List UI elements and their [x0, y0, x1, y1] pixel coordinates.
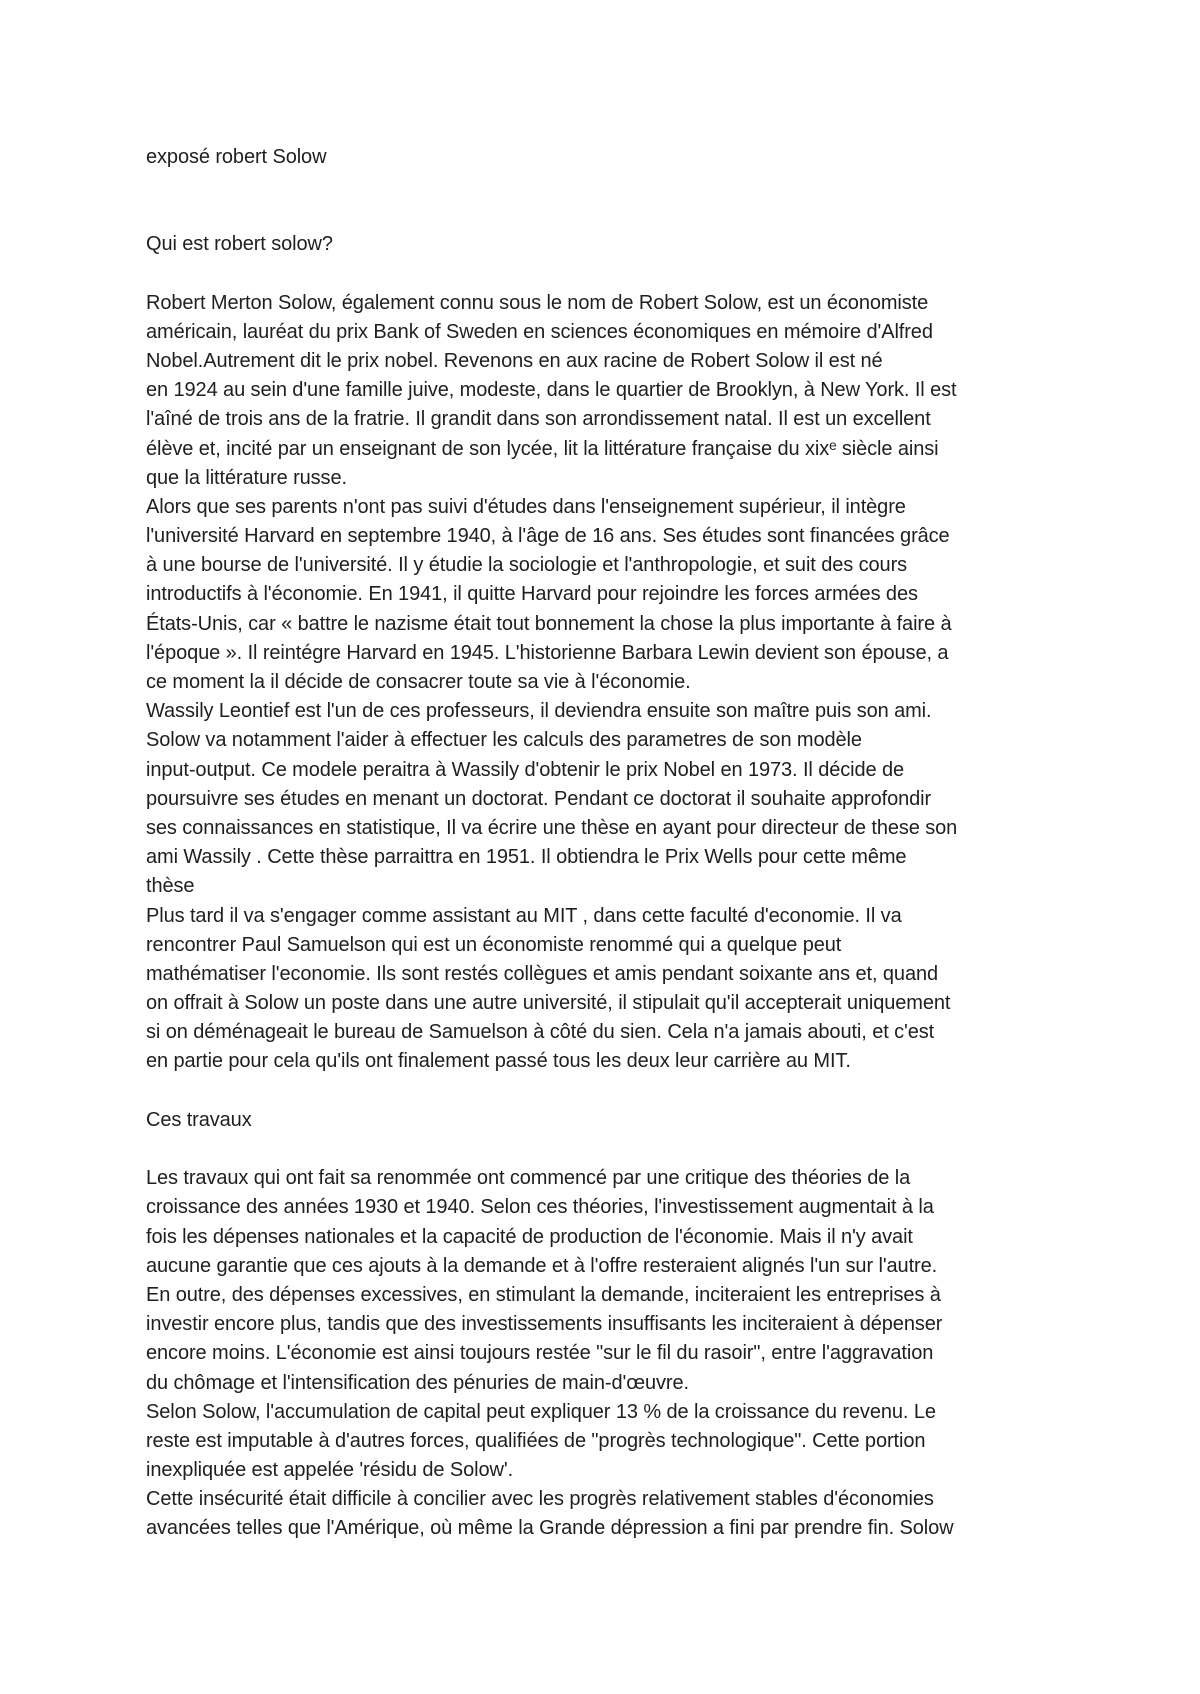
section-heading-travaux: Ces travaux	[146, 1108, 252, 1131]
paragraph-gap	[146, 259, 1076, 288]
text-line: aucune garantie que ces ajouts à la demande et à l'offre resteraient alignés l'un sur l'autre.	[146, 1254, 938, 1277]
text-line: Wassily Leontief est l'un de ces professeurs, il deviendra ensuite son maître puis son ami.	[146, 700, 932, 723]
text-line: mathématiser l'economie. Ils sont restés collègues et amis pendant soixante ans et, quand	[146, 962, 939, 985]
text-line: fois les dépenses nationales et la capacité de production de l'économie. Mais il n'y avait	[146, 1225, 913, 1248]
text-line: États-Unis, car « battre le nazisme était tout bonnement la chose la plus importante à faire à	[146, 612, 952, 635]
text-line: ses connaissances en statistique, Il va écrire une thèse en ayant pour directeur de these son	[146, 816, 958, 839]
text-line: inexpliquée est appelée 'résidu de Solow'.	[146, 1459, 514, 1482]
text-line: En outre, des dépenses excessives, en stimulant la demande, inciteraient les entreprises à	[146, 1283, 941, 1306]
text-line: poursuivre ses études en menant un doctorat. Pendant ce doctorat il souhaite approfondir	[146, 787, 932, 810]
text-line: Alors que ses parents n'ont pas suivi d'études dans l'enseignement supérieur, il intègre	[146, 495, 906, 518]
text-line: Solow va notamment l'aider à effectuer les calculs des parametres de son modèle	[146, 729, 862, 752]
text-line: l'aîné de trois ans de la fratrie. Il grandit dans son arrondissement natal. Il est un excellent	[146, 408, 931, 431]
section-heading-qui-est: Qui est robert solow?	[146, 233, 333, 256]
text-line: on offrait à Solow un poste dans une autre université, il stipulait qu'il accepterait uniquement	[146, 992, 951, 1015]
paragraph-gap	[146, 1077, 1076, 1106]
text-line: Plus tard il va s'engager comme assistant au MIT , dans cette faculté d'economie. Il va	[146, 904, 902, 927]
text-line: l'époque ». Il reintégre Harvard en 1945. L'historienne Barbara Lewin devient son épouse, a	[146, 641, 949, 664]
text-line: Les travaux qui ont fait sa renommée ont commencé par une critique des théories de la	[146, 1167, 911, 1190]
section2-body	[146, 1164, 1076, 1543]
text-line: ce moment la il décide de consacrer toute sa vie à l'économie.	[146, 671, 691, 693]
text-line: Robert Merton Solow, également connu sous le nom de Robert Solow, est un économiste	[146, 291, 929, 314]
text-line: input-output. Ce modele peraitra à Wassily d'obtenir le prix Nobel en 1973. Il décide de	[146, 758, 905, 781]
section1-body	[146, 289, 1076, 1077]
text-line: en partie pour cela qu'ils ont finalement passé tous les deux leur carrière au MIT.	[146, 1050, 851, 1073]
text-line: investir encore plus, tandis que des investissements insuffisants les inciteraient à dépenser	[146, 1313, 943, 1336]
text-line: croissance des années 1930 et 1940. Selon ces théories, l'investissement augmentait à la	[146, 1196, 934, 1219]
text-line: Selon Solow, l'accumulation de capital peut expliquer 13 % de la croissance du revenu. Le	[146, 1400, 936, 1423]
text-line: élève et, incité par un enseignant de son lycée, lit la littérature française du xixᵉ siècle ainsi	[146, 437, 939, 460]
text-line: thèse	[146, 875, 195, 898]
text-line: en 1924 au sein d'une famille juive, modeste, dans le quartier de Brooklyn, à New York. Il est	[146, 379, 957, 402]
text-line: introductifs à l'économie. En 1941, il quitte Harvard pour rejoindre les forces armées des	[146, 583, 918, 606]
text-line: Nobel.Autrement dit le prix nobel. Revenons en aux racine de Robert Solow il est né	[146, 349, 883, 372]
text-line: que la littérature russe.	[146, 466, 347, 489]
text-line: Cette insécurité était difficile à concilier avec les progrès relativement stables d'économies	[146, 1488, 934, 1511]
text-line: avancées telles que l'Amérique, où même la Grande dépression a fini par prendre fin. Solow	[146, 1517, 954, 1540]
text-line: américain, lauréat du prix Bank of Sweden en sciences économiques en mémoire d'Alfred	[146, 320, 933, 343]
text-line: encore moins. L'économie est ainsi toujours restée "sur le fil du rasoir", entre l'aggravation	[146, 1342, 934, 1365]
text-line: si on déménageait le bureau de Samuelson à côté du sien. Cela n'a jamais abouti, et c'est	[146, 1021, 935, 1044]
text-line: reste est imputable à d'autres forces, qualifiées de "progrès technologique". Cette portion	[146, 1429, 926, 1452]
text-line: l'université Harvard en septembre 1940, à l'âge de 16 ans. Ses études sont financées grâce	[146, 525, 950, 548]
document-title: exposé robert Solow	[146, 146, 327, 168]
paragraph-gap	[146, 1135, 1076, 1164]
text-line: rencontrer Paul Samuelson qui est un économiste renommé qui a quelque peut	[146, 933, 842, 956]
text-line: du chômage et l'intensification des pénuries de main-d'œuvre.	[146, 1371, 689, 1394]
document-page	[146, 143, 1076, 1544]
text-line: ami Wassily . Cette thèse parraittra en 1951. Il obtiendra le Prix Wells pour cette même	[146, 846, 907, 869]
text-line: à une bourse de l'université. Il y étudie la sociologie et l'anthropologie, et suit des cours	[146, 554, 908, 577]
